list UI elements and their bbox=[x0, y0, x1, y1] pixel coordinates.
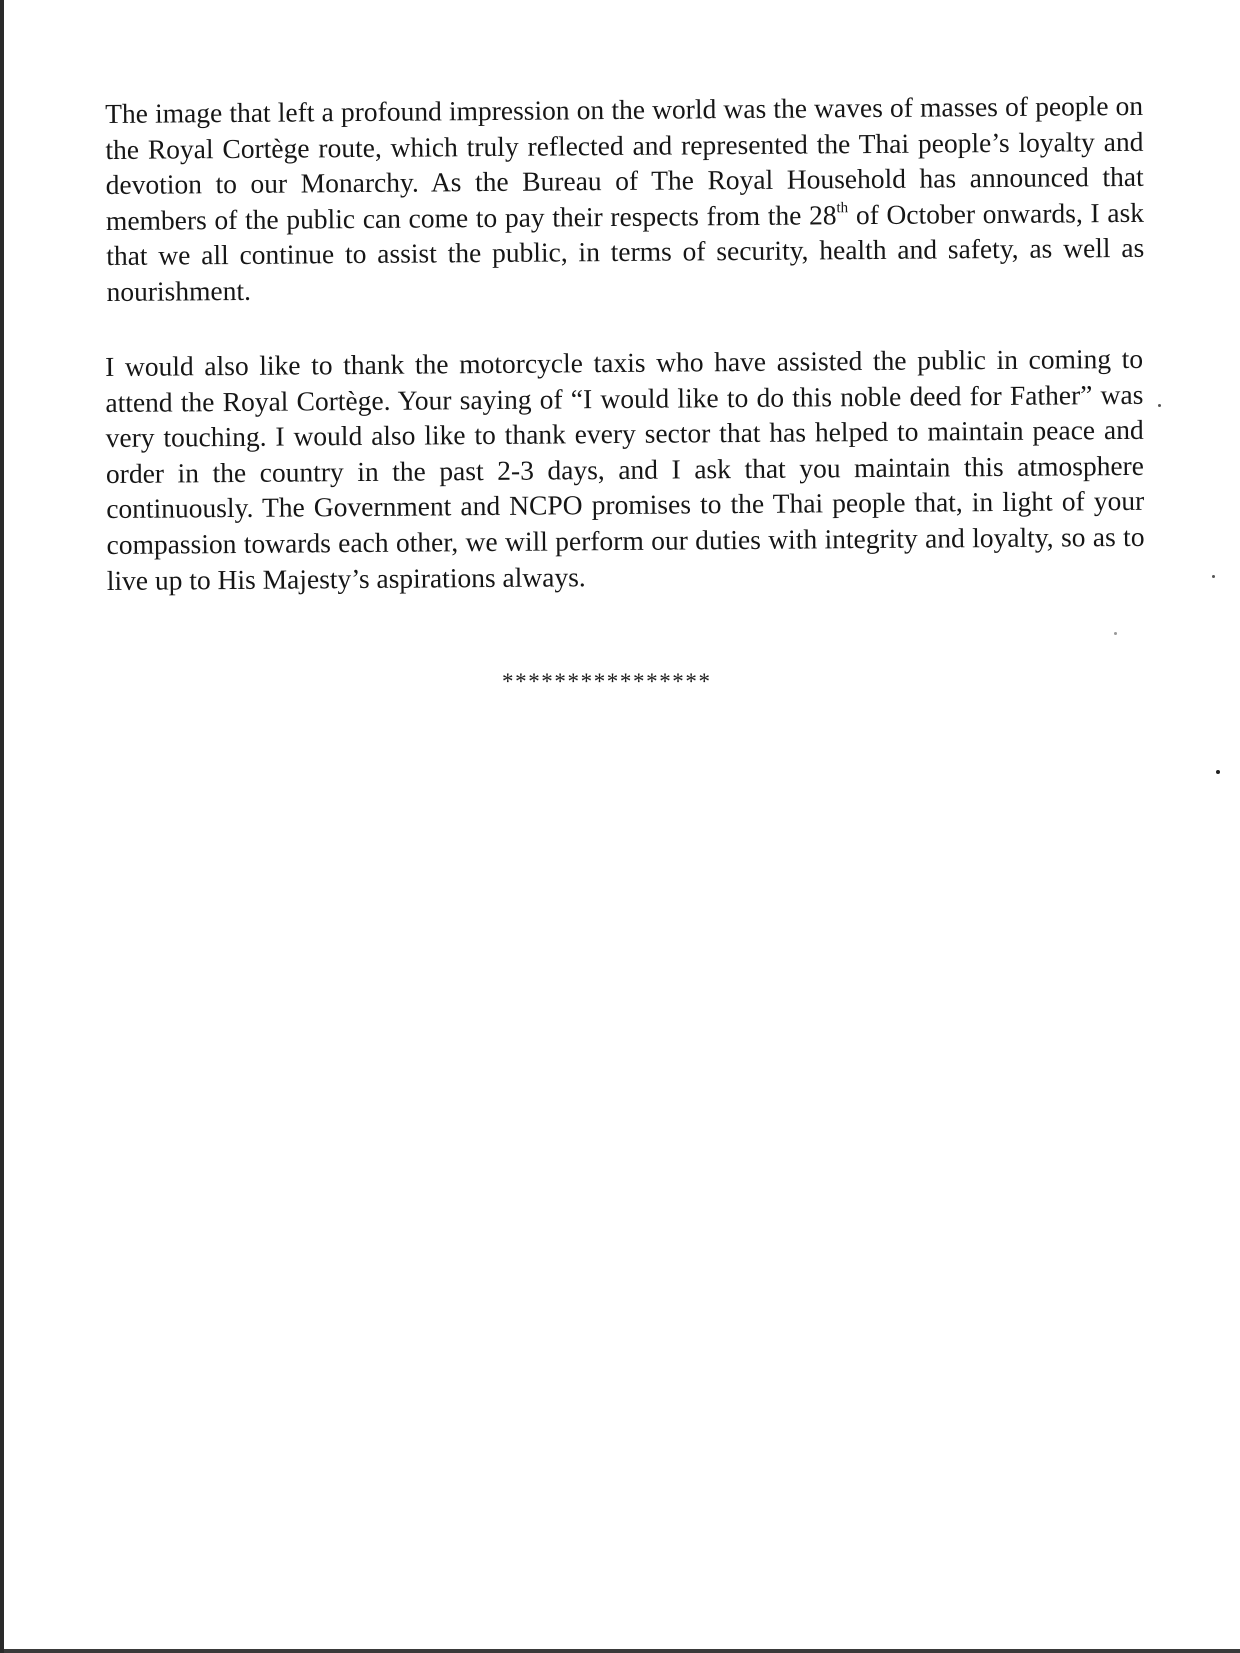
paragraph-1-after-sup: of October onwards, I ask that we all continue to assist the public, in terms of security, health and safety, as well as nourishment. bbox=[106, 196, 1145, 307]
scan-speck bbox=[1216, 770, 1220, 774]
asterisk-separator: **************** bbox=[502, 669, 712, 694]
paragraph-1-text bbox=[105, 88, 1145, 310]
scan-speck bbox=[1158, 404, 1161, 407]
paragraph-2 bbox=[105, 341, 1145, 598]
scan-speck bbox=[1114, 632, 1117, 635]
scan-speck bbox=[1212, 575, 1215, 578]
ordinal-suffix: th bbox=[836, 199, 849, 216]
paragraph-1-before-sup: The image that left a profound impression on the world was the waves of masses of people on the Royal Cortège route, which truly reflected and represented the Thai people’s loyalty and devotion to our Monarchy. As the Bureau of The Royal Household has announced that members of the public can come to pay their respects from the 28 bbox=[105, 89, 1144, 236]
paragraph-1 bbox=[105, 88, 1145, 310]
paragraph-2-text: I would also like to thank the motorcycle taxis who have assisted the public in coming to attend the Royal Cortège. Your saying of “I would like to do this noble deed for Father” was very touching. I would also like to thank every sector that has helped to maintain peace and order in the country in the past 2-3 days, and I ask that you maintain this atmosphere continuously. The Government and NCPO promises to the Thai people that, in light of your compassion towards each other, we will perform our duties with integrity and loyalty, so as to live up to His Majesty’s aspirations always. bbox=[105, 342, 1145, 596]
